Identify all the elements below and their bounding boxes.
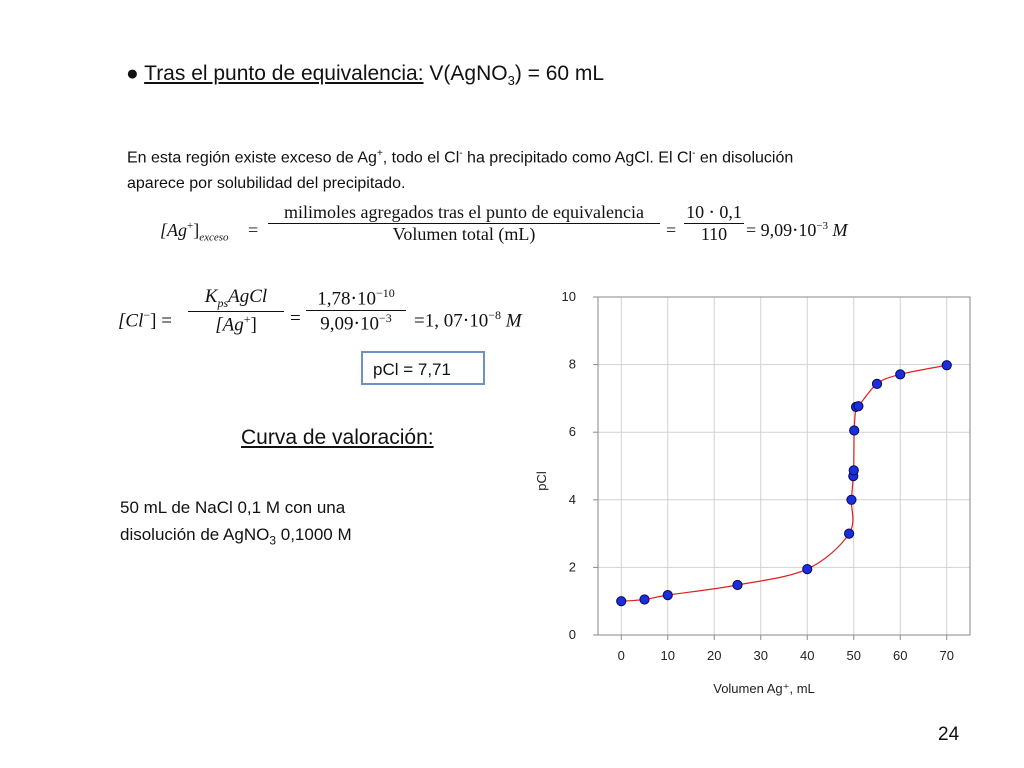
page-number: 24	[938, 724, 960, 745]
y-tick-label: 0	[568, 627, 576, 642]
y-tick-label: 2	[568, 559, 576, 575]
x-tick-label: 50	[846, 648, 861, 663]
heading-underlined: Tras el punto de equivalencia:	[144, 62, 424, 85]
eq2-fraction-values: $1,78\cdot 10^{-10}$ $9,09\cdot 10^{-3}$	[306, 286, 406, 336]
data-point	[803, 564, 812, 573]
equation-cl-concentration	[118, 286, 538, 356]
y-tick-label: 10	[561, 289, 576, 304]
x-tick-label: 30	[753, 648, 768, 663]
eq1-fraction-words: milimoles agregados tras el punto de equivalencia Volumen total (mL)	[268, 202, 660, 245]
x-tick-label: 20	[707, 648, 722, 663]
eq1-fraction-numbers: 10 ⋅ 0,1 110	[684, 202, 744, 245]
eq1-equals: =	[248, 220, 259, 240]
eq1-result: = $9,09\cdot 10^{-3}$ M	[746, 220, 848, 240]
pcl-result-box: pCl = 7,71	[361, 351, 485, 385]
y-tick-label: 6	[568, 424, 576, 440]
data-point	[617, 597, 626, 606]
eq2-result: =1, $07\cdot 10^{-8}$ M	[414, 308, 522, 332]
data-point	[854, 402, 863, 411]
explanation-paragraph: En esta región existe exceso de Ag+, todo el Cl- ha precipitado como AgCl. El Cl- en disolución aparece por solubilidad del precipitado.	[127, 148, 794, 193]
eq1-lhs: $[Ag^+]_{exceso}$	[160, 220, 229, 244]
eq2-equals: =	[290, 308, 301, 329]
data-point	[847, 495, 856, 504]
x-tick-label: 60	[893, 648, 908, 663]
data-point	[845, 529, 854, 538]
titration-curve-chart	[530, 282, 990, 702]
x-tick-label: 10	[660, 648, 675, 663]
y-axis-label: pCl	[534, 471, 549, 491]
x-tick-label: 40	[800, 648, 815, 663]
titration-description: 50 mL de NaCl 0,1 M con una disolución de AgNO$_3$ 0,1000 M	[120, 498, 352, 548]
y-tick-label: 8	[568, 356, 576, 372]
chart-ticks	[562, 289, 954, 663]
chart-points	[617, 361, 952, 606]
plot-frame	[598, 297, 970, 635]
y-tick-label: 4	[568, 491, 576, 507]
data-point	[733, 580, 742, 589]
data-point	[896, 370, 905, 379]
data-point	[849, 466, 858, 475]
data-point	[663, 591, 672, 600]
data-point	[872, 379, 881, 388]
eq2-lhs: [Cl−] =	[118, 308, 172, 332]
titration-curve-line	[621, 365, 947, 601]
heading-formula: V(AgNO$_3$) = 60 mL	[423, 62, 605, 89]
eq2-fraction-ksp: $K_{ps}AgCl$ [Ag+]	[188, 286, 284, 336]
section-heading	[126, 62, 604, 88]
data-point	[640, 595, 649, 604]
x-tick-label: 0	[617, 648, 625, 663]
equation-ag-excess	[160, 200, 880, 262]
bullet: ●	[126, 62, 145, 85]
x-axis-label: Volumen Ag⁺, mL	[713, 681, 815, 696]
chart-grid	[598, 297, 970, 635]
data-point	[850, 426, 859, 435]
eq1-equals-2: =	[666, 220, 677, 240]
x-tick-label: 70	[939, 648, 954, 663]
data-point	[942, 361, 951, 370]
curve-title: Curva de valoración:	[241, 426, 434, 449]
